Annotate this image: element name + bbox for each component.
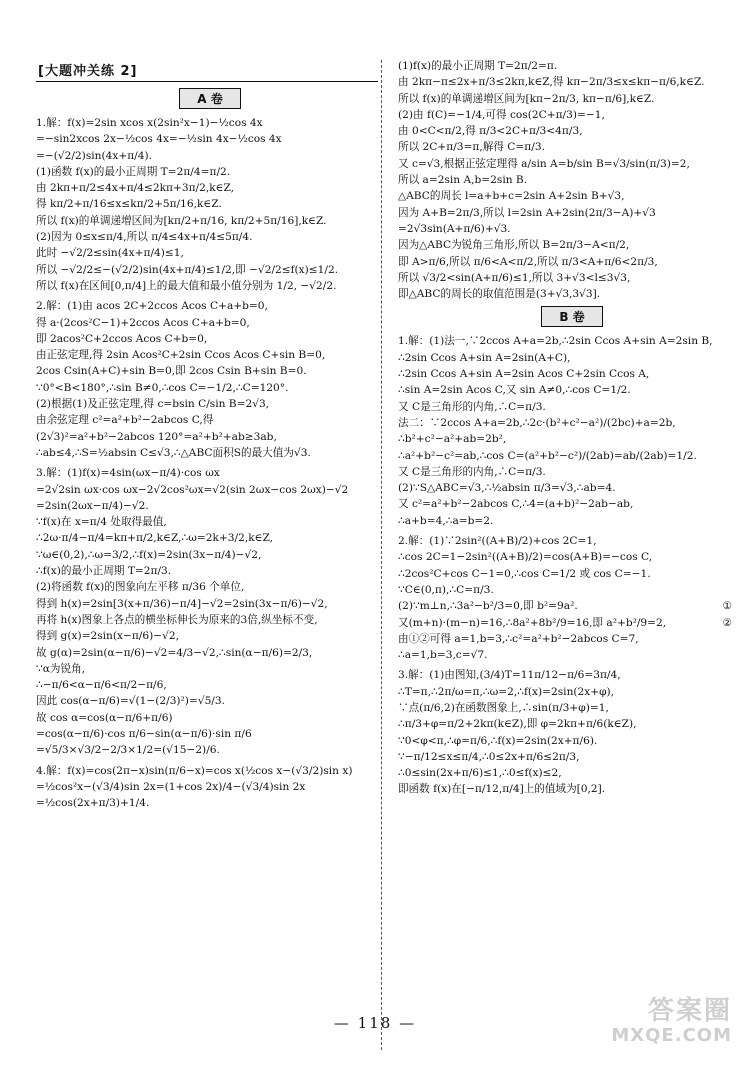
solution-line: 得 a·(2cos²C−1)+2ccos Acos C+a+b=0,: [36, 316, 250, 329]
solution-line: (2)∵S△ABC=√3,∴½absin π/3=√3,∴ab=4.: [398, 482, 616, 495]
solution-line: =2√2sin ωx·cos ωx−2√2cos²ωx=√2(sin 2ωx−cos 2ωx)−√2: [36, 483, 349, 496]
solution-line: 由 2kπ−π≤2x+π/3≤2kπ,k∈Z,得 kπ−2π/3≤x≤kπ−π/6,k∈Z.: [398, 76, 705, 89]
solution-line: 3.解：(1)由图知,(3/4)T=11π/12−π/6=3π/4,: [398, 669, 621, 682]
solution-line: ∵点(π/6,2)在函数图象上,∴sin(π/3+φ)=1,: [398, 701, 609, 714]
solution-line: ∴ab≤4,∴S=½absin C≤√3,∴△ABC面积S的最大值为√3.: [36, 446, 311, 459]
watermark-line2: MXQE.COM: [611, 1025, 732, 1046]
solution-line: 因为 A+B=2π/3,所以 l=2sin A+2sin(2π/3−A)+√3: [398, 206, 656, 219]
solution-line: 所以 a=2sin A,b=2sin B.: [398, 174, 528, 187]
solution-line: 所以 −√2/2≤−(√2/2)sin(4x+π/4)≤1/2,即 −√2/2≤f(x)≤1/2.: [36, 263, 339, 276]
solution-line: ∴π/3+φ=π/2+2kπ(k∈Z),即 φ=2kπ+π/6(k∈Z),: [398, 718, 637, 731]
solution-line: =√5/3×√3/2−2/3×1/2=(√15−2)/6.: [36, 744, 220, 757]
page-number: — 118 —: [333, 1014, 417, 1032]
solution-line: 又 c=√3,根据正弦定理得 a/sin A=b/sin B=√3/sin(π/3)=2,: [398, 157, 690, 170]
solution-line: (1)函数 f(x)的最小正周期 T=2π/4=π/2.: [36, 165, 231, 178]
solution-line: (2√3)²=a²+b²−2abcos 120°=a²+b²+ab≥3ab,: [36, 430, 277, 443]
solution-line: 又(m+n)·(m−n)=16,∴8a²+8b²/9=16,即 a²+b²/9=2, ②: [398, 616, 732, 629]
solution-line: 2cos Csin(A+C)+sin B=0,即 2cos Csin B+sin B=0.: [36, 365, 307, 378]
solution-line: 又 c²=a²+b²−2abcos C,∴4=(a+b)²−2ab−ab,: [398, 498, 634, 511]
solution-line: 即△ABC的周长的取值范围是(3+√3,3√3].: [398, 288, 601, 301]
solution-line: (2)因为 0≤x≤π/4,所以 π/4≤4x+π/4≤5π/4.: [36, 231, 253, 244]
solution-line: ∵f(x)在 x=π/4 处取得最值,: [36, 516, 167, 529]
solution-line: (2)由 f(C)=−1/4,可得 cos(2C+π/3)=−1,: [398, 108, 605, 121]
solution-line: ∴T=π,∴2π/ω=π,∴ω=2,∴f(x)=2sin(2x+φ),: [398, 685, 615, 698]
solution-line: 2.解：(1)∵2sin²((A+B)/2)+cos 2C=1,: [398, 535, 597, 548]
solution-line: 故 g(α)=2sin(α−π/6)−√2=4/3−√2,∴sin(α−π/6)=2/3,: [36, 646, 313, 659]
volume-b-badge: B 卷: [541, 306, 603, 327]
site-watermark-logo: [592, 997, 732, 1053]
solution-line: ∴0≤sin(2x+π/6)≤1,∴0≤f(x)≤2,: [398, 767, 562, 780]
solution-line: (2)∵m⊥n,∴3a²−b²/3=0,即 b²=9a². ①: [398, 600, 732, 613]
solution-line: =−(√2/2)sin(4x+π/4).: [36, 149, 152, 162]
solution-line: 由正弦定理,得 2sin Acos²C+2sin Ccos Acos C+sin B=0,: [36, 349, 326, 362]
solution-line: (2)根据(1)及正弦定理,得 c=bsin C/sin B=2√3,: [36, 398, 270, 411]
solution-line: 即 A>π/6,所以 π/6<A<π/2,所以 π/3<A+π/6<2π/3,: [398, 255, 658, 268]
column-divider: [381, 60, 382, 1050]
solution-line: =2√3sin(A+π/6)+√3.: [398, 222, 511, 235]
right-solution-lines-a: [398, 58, 746, 302]
solution-line: ∴a+b=4,∴a=b=2.: [398, 514, 494, 527]
solution-line: ∴2ω·π/4−π/4=kπ+π/2,k∈Z,∴ω=2k+3/2,k∈Z,: [36, 532, 273, 545]
solution-line: =½cos(2x+π/3)+1/4.: [36, 797, 150, 810]
solution-line: ∴2cos²C+cos C−1=0,∴cos C=1/2 或 cos C=−1.: [398, 567, 651, 580]
solution-line: 再将 h(x)图象上各点的横坐标伸长为原来的3倍,纵坐标不变,: [36, 613, 318, 626]
solution-line: =cos(α−π/6)·cos π/6−sin(α−π/6)·sin π/6: [36, 727, 252, 740]
solution-line: ∵0<φ<π,∴φ=π/6,∴f(x)=2sin(2x+π/6).: [398, 734, 598, 747]
solution-line: 1.解：(1)法一,∵2ccos A+a=2b,∴2sin Ccos A+sin A=2sin B,: [398, 335, 713, 348]
solution-line: (2)将函数 f(x)的图象向左平移 π/36 个单位,: [36, 581, 245, 594]
solution-line: 得到 g(x)=2sin(x−π/6)−√2,: [36, 630, 179, 643]
solution-line: 所以 f(x)的单调递增区间为[kπ−2π/3, kπ−π/6],k∈Z.: [398, 92, 655, 105]
solution-line: ∴a=1,b=3,c=√7.: [398, 649, 488, 662]
solution-line: 法二：∵2ccos A+a=2b,∴2c·(b²+c²−a²)/(2bc)+a=2b,: [398, 416, 676, 429]
watermark-line1: 答案圈: [647, 996, 732, 1026]
solution-line: ∵C∈(0,π),∴C=π/3.: [398, 583, 494, 596]
solution-line: ∴b²+c²−a²+ab=2b²,: [398, 433, 507, 446]
solution-line: 因此 cos(α−π/6)=√(1−(2/3)²)=√5/3.: [36, 695, 225, 708]
solution-line: 所以 f(x)的单调递增区间为[kπ/2+π/16, kπ/2+5π/16],k∈Z.: [36, 214, 327, 227]
solution-line: 此时 −√2/2≤sin(4x+π/4)≤1,: [36, 247, 184, 260]
solution-line: ∴2sin Ccos A+sin A=2sin(A+C),: [398, 351, 571, 364]
right-column: [398, 58, 746, 798]
left-solution-lines: [36, 115, 384, 811]
solution-line: 由余弦定理 c²=a²+b²−2abcos C,得: [36, 414, 214, 427]
solution-line: ∵ω∈(0,2),∴ω=3/2,∴f(x)=2sin(3x−π/4)−√2,: [36, 548, 262, 561]
solution-line: (1)f(x)的最小正周期 T=2π/2=π.: [398, 60, 558, 72]
solution-line: 4.解：f(x)=cos(2π−x)sin(π/6−x)=cos x(½cos x−(√3/2)sin x): [36, 764, 353, 777]
solution-line: 所以 2C+π/3=π,解得 C=π/3.: [398, 141, 545, 154]
solution-line: 得 kπ/2+π/16≤x≤kπ/2+5π/16,k∈Z.: [36, 198, 222, 211]
solution-line: ∵0°<B<180°,∴sin B≠0,∴cos C=−1/2,∴C=120°.: [36, 381, 289, 394]
solution-line: ∴−π/6<α−π/6<π/2−π/6,: [36, 679, 167, 692]
solution-line: ∵α为锐角,: [36, 662, 86, 675]
solution-line: △ABC的周长 l=a+b+c=2sin A+2sin B+√3,: [398, 190, 625, 203]
solution-line: =½cos²x−(√3/4)sin 2x=(1+cos 2x)/4−(√3/4)sin 2x: [36, 780, 306, 793]
solution-line: 3.解：(1)f(x)=4sin(ωx−π/4)·cos ωx: [36, 467, 220, 480]
solution-line: 所以 f(x)在区间[0,π/4]上的最大值和最小值分别为 1/2, −√2/2.: [36, 279, 337, 292]
solution-line: 由①②可得 a=1,b=3,∴c²=a²+b²−2abcos C=7,: [398, 632, 639, 645]
volume-a-badge: A 卷: [179, 88, 241, 109]
solution-line: 故 cos α=cos(α−π/6+π/6): [36, 711, 173, 724]
solution-line: 1.解：f(x)=2sin xcos x(2sin²x−1)−½cos 4x: [36, 117, 263, 129]
solution-line: ∴2sin Ccos A+sin A=2sin Acos C+2sin Ccos A,: [398, 368, 650, 381]
solution-line: ∴sin A=2sin Acos C,又 sin A≠0,∴cos C=1/2.: [398, 384, 631, 397]
left-column: [36, 58, 384, 811]
section-title: [大题冲关练 2]: [36, 58, 378, 82]
solution-line: ∴f(x)的最小正周期 T=2π/3.: [36, 565, 172, 578]
solution-line: ∴a²+b²−c²=ab,∴cos C=(a²+b²−c²)/(2ab)=ab/(2ab)=1/2.: [398, 449, 697, 462]
solution-line: ∵−π/12≤x≤π/4,∴0≤2x+π/6≤2π/3,: [398, 750, 580, 763]
solution-line: 2.解：(1)由 acos 2C+2ccos Acos C+a+b=0,: [36, 300, 268, 313]
solution-line: =−sin2xcos 2x−½cos 4x=−½sin 4x−½cos 4x: [36, 133, 282, 146]
solution-line: ∴cos 2C=1−2sin²((A+B)/2)=cos(A+B)=−cos C,: [398, 551, 653, 564]
solution-line: 又 C是三角形的内角,∴C=π/3.: [398, 465, 546, 478]
solution-line: 即函数 f(x)在[−π/12,π/4]上的值域为[0,2].: [398, 783, 606, 796]
solution-line: 所以 √3/2<sin(A+π/6)≤1,所以 3+√3<l≤3√3,: [398, 271, 631, 284]
solution-line: 得到 h(x)=2sin[3(x+π/36)−π/4]−√2=2sin(3x−π/6)−√2,: [36, 597, 328, 610]
solution-line: 由 2kπ+π/2≤4x+π/4≤2kπ+3π/2,k∈Z,: [36, 182, 235, 195]
solution-line: 又 C是三角形的内角,∴C=π/3.: [398, 400, 546, 413]
solution-line: 即 2acos²C+2ccos Acos C+b=0,: [36, 332, 208, 345]
solution-line: 因为△ABC为锐角三角形,所以 B=2π/3−A<π/2,: [398, 239, 630, 252]
solution-line: =2sin(2ωx−π/4)−√2.: [36, 499, 149, 512]
solution-line: 由 0<C<π/2,得 π/3<2C+π/3<4π/3,: [398, 125, 583, 138]
right-solution-lines-b: [398, 333, 746, 797]
